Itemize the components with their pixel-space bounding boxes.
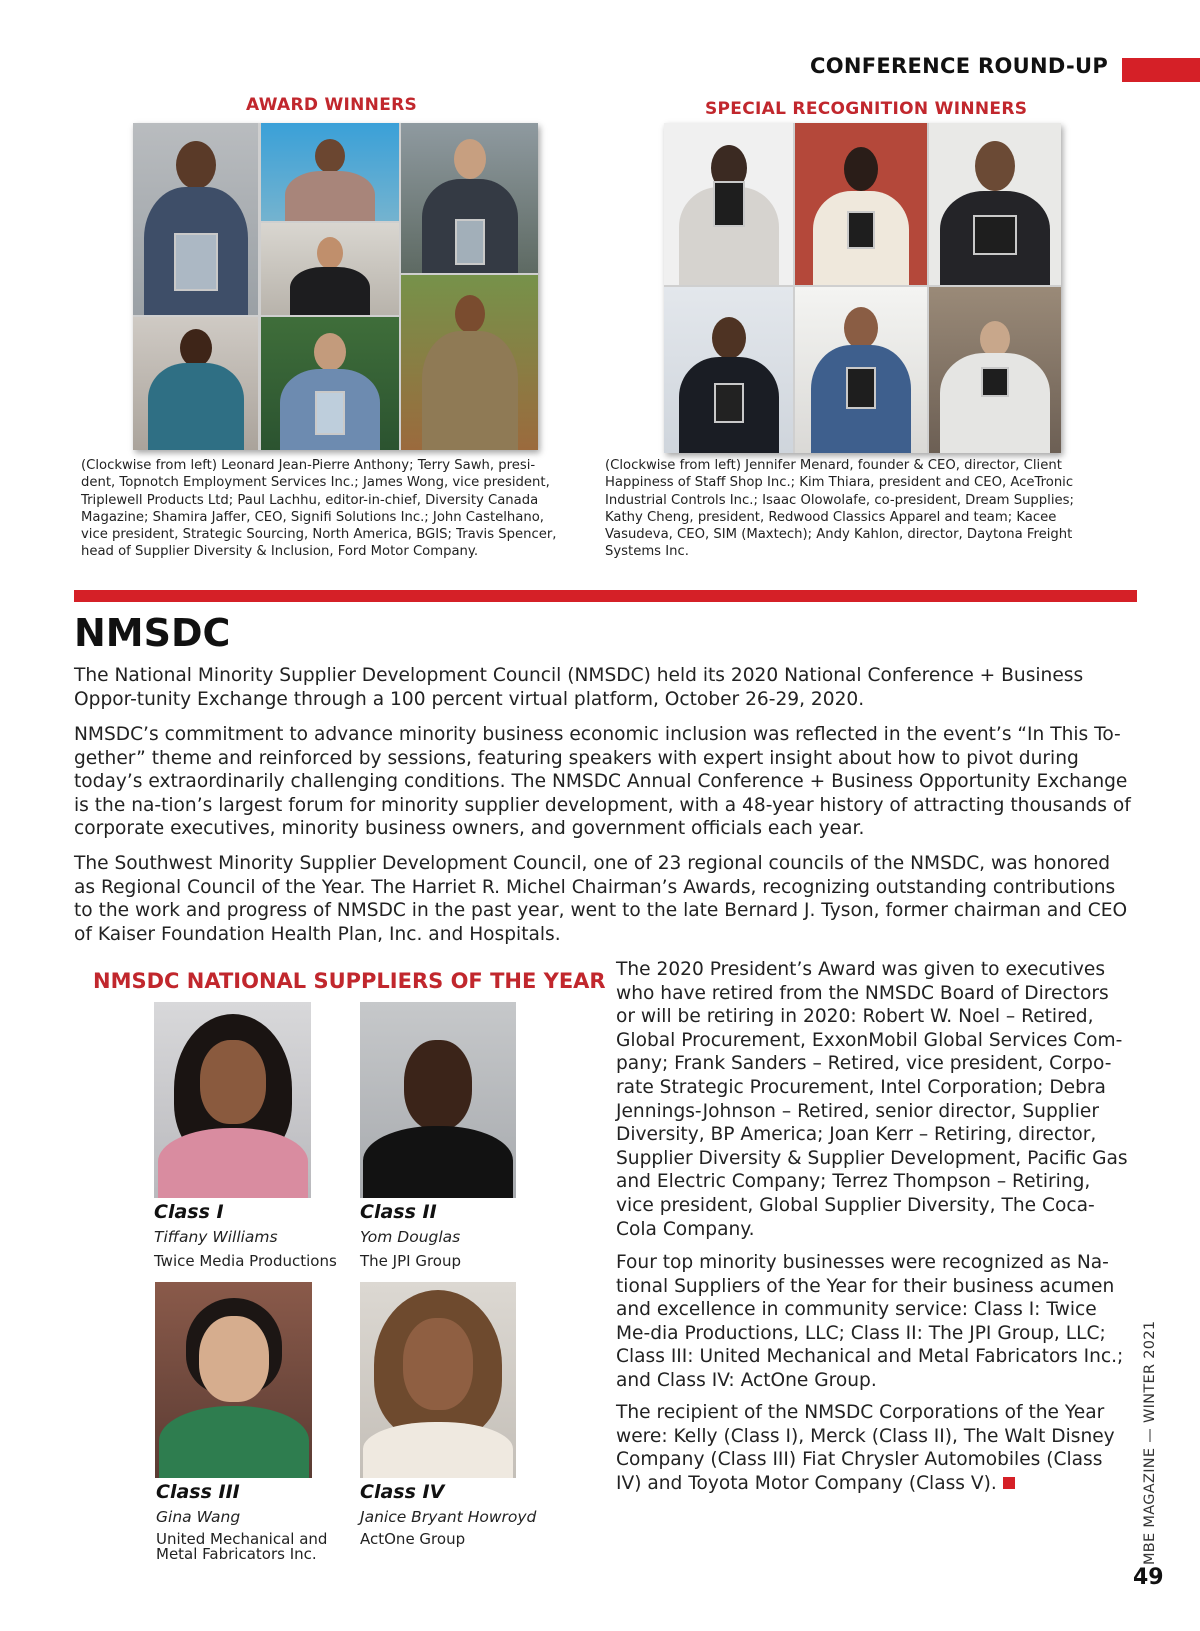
section-divider [74,590,1137,602]
portrait-yom-douglas [360,1002,516,1198]
article-paragraph: NMSDC’s commitment to advance minority business economic inclusion was reflected in the event’s “In This To-gether” theme and reinforced by sessions, featuring speakers with expert insight about how to pivot during today’s extraordinarily challenging conditions. The NMSDC Annual Conference + Business Opportunity Exchange is the na-tion’s largest forum for minority supplier development, with a 48-year history of attracting thousands of corporate executives, minority business owners, and government officials each year. [74,724,1131,840]
photo-tile [929,287,1061,453]
article-paragraph: Four top minority businesses were recognized as Na-tional Suppliers of the Year for their business acumen and excellence in community service: Class I: Twice Me-dia Productions, LLC; Class II: The JPI Group, LLC; Class III: United Mechanical and Metal Fabricators Inc.; and Class IV: ActOne Group. [616,1252,1124,1391]
article-title: NMSDC [74,611,231,655]
article-paragraph: The National Minority Supplier Development Council (NMSDC) held its 2020 National Conference + Business Oppor-tunity Exchange through a 100 percent virtual platform, October 26-29, 2020. [74,665,1084,710]
article-paragraph: The 2020 President’s Award was given to executives who have retired from the NMSDC Board of Directors or will be retiring in 2020: Robert W. Noel – Retired, Global Procurement, ExxonMobil Global Services Com-pany; Frank Sanders – Retired, vice president, Corpo-rate Strategic Procurement, Intel Corporation; Debra Jennings-Johnson – Retired, senior director, Supplier Diversity, BP America; Joan Kerr – Retiring, director, Supplier Diversity & Supplier Development, Pacific Gas and Electric Company; Terrez Thompson – Retiring, vice president, Global Supplier Diversity, The Coca-Cola Company. [616,959,1128,1240]
page-number: 49 [1133,1565,1164,1590]
photo-tile [261,317,399,450]
award-winners-heading: AWARD WINNERS [246,95,418,115]
end-of-article-mark [1003,1477,1015,1489]
class-label: Class IV [360,1481,445,1503]
photo-tile [133,123,258,315]
winner-name: Gina Wang [156,1508,241,1526]
class-label: Class I [154,1201,224,1223]
special-recognition-caption: (Clockwise from left) Jennifer Menard, founder & CEO, director, Client Happiness of Staff Shop Inc.; Kim Thiara, president and CEO, AceTronic Industrial Controls Inc.; Isaac Olowolafe, co-president, Dream Supplies; Kathy Cheng, president, Redwood Classics Apparel and team; Kacee Vasudeva, CEO, SIM (Maxtech); Andy Kahlon, director, Daytona Freight Systems Inc. [605,458,1074,560]
portrait-janice-bryant-howroyd [360,1282,516,1478]
suppliers-heading: NMSDC NATIONAL SUPPLIERS OF THE YEAR [93,969,606,993]
award-winners-photo [133,123,538,450]
winner-company: Twice Media Productions [154,1252,337,1270]
photo-tile [664,287,793,453]
photo-tile [795,123,927,285]
article-paragraph [616,1401,1128,1495]
photo-tile [401,123,538,273]
photo-tile [795,287,927,453]
winner-name: Tiffany Williams [154,1228,278,1246]
section-accent-bar [1122,58,1200,82]
portrait-tiffany-williams [154,1002,311,1198]
article-paragraph: The Southwest Minority Supplier Development Council, one of 23 regional councils of the NMSDC, was honored as Regional Council of the Year. The Harriet R. Michel Chairman’s Awards, recognizing outstanding contributions to the work and progress of NMSDC in the past year, went to the late Bernard J. Tyson, former chairman and CEO of Kaiser Foundation Health Plan, Inc. and Hospitals. [74,853,1128,945]
paragraph-text: The recipient of the NMSDC Corporations of the Year were: Kelly (Class I), Merck (Class II), The Walt Disney Company (Class III) Fiat Chrysler Automobiles (Class IV) and Toyota Motor Company (Class V). [616,1402,1115,1494]
special-recognition-heading: SPECIAL RECOGNITION WINNERS [705,99,1028,119]
winner-company: ActOne Group [360,1530,466,1548]
winner-name: Janice Bryant Howroyd [360,1508,537,1526]
photo-tile [401,275,538,450]
photo-tile [133,317,258,450]
winner-name: Yom Douglas [360,1228,461,1246]
class-label: Class III [156,1481,240,1503]
photo-tile [664,123,793,285]
special-recognition-photo [664,123,1061,453]
winner-company: The JPI Group [360,1252,461,1270]
class-label: Class II [360,1201,437,1223]
award-winners-caption: (Clockwise from left) Leonard Jean-Pierre Anthony; Terry Sawh, presi-dent, Topnotch Employment Services Inc.; James Wong, vice president, Triplewell Products Ltd; Paul Lachhu, editor-in-chief, Diversity Canada Magazine; Shamira Jaffer, CEO, Signifi Solutions Inc.; John Castelhano, vice president, Strategic Sourcing, North America, BGIS; Travis Spencer, head of Supplier Diversity & Inclusion, Ford Motor Company. [81,458,557,560]
magazine-issue: MBE MAGAZINE — WINTER 2021 [1142,1320,1158,1565]
photo-tile [261,223,399,315]
portrait-gina-wang [155,1282,312,1478]
photo-tile [929,123,1061,285]
photo-tile [261,123,399,221]
winner-company: United Mechanical and Metal Fabricators Inc. [156,1530,328,1563]
section-label: CONFERENCE ROUND-UP [810,54,1109,78]
